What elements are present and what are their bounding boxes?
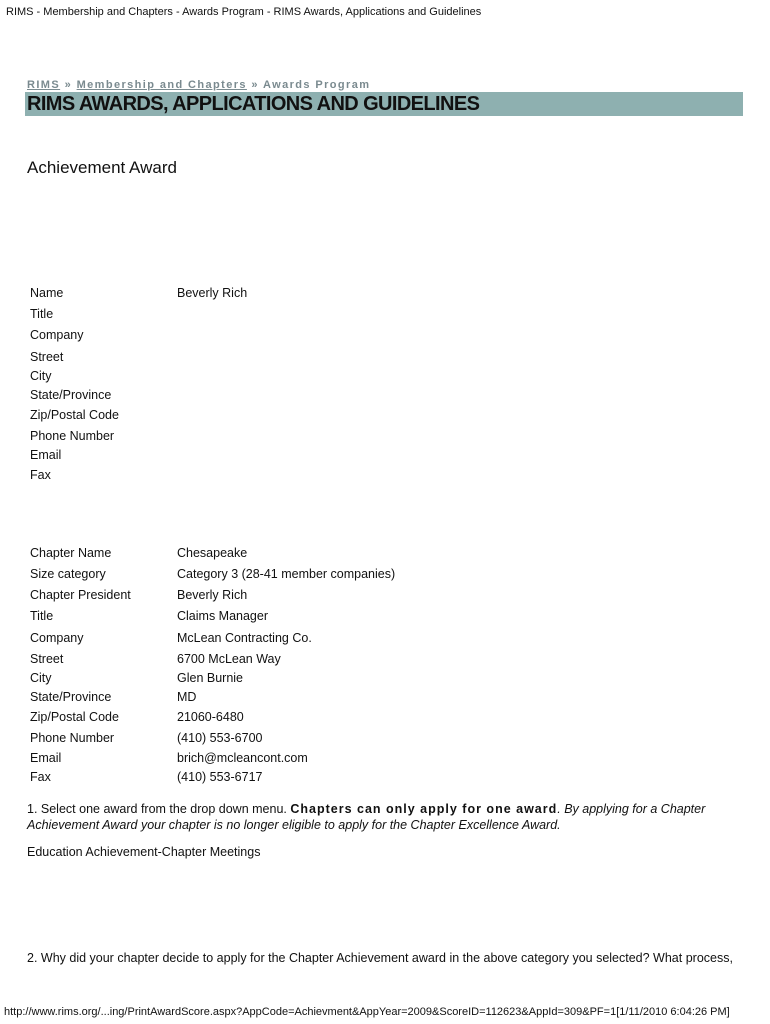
question-2: 2. Why did your chapter decide to apply for the Chapter Achievement award in the above category you selected? What process, [27, 951, 733, 965]
field-label: Email [30, 751, 62, 765]
field-label: Fax [30, 770, 51, 784]
breadcrumb-current: Awards Program [262, 79, 371, 91]
field-label: Name [30, 286, 64, 300]
field-label: Size category [30, 567, 106, 581]
field-label: City [30, 671, 52, 685]
field-label: City [30, 369, 52, 383]
page-title: RIMS AWARDS, APPLICATIONS AND GUIDELINES [27, 93, 480, 115]
field-label: Title [30, 609, 54, 623]
field-label: Phone Number [30, 429, 115, 443]
breadcrumb [27, 79, 370, 91]
field-label: Company [30, 328, 84, 342]
breadcrumb-separator: » [251, 79, 259, 91]
field-label: Zip/Postal Code [30, 408, 119, 422]
breadcrumb-separator: » [64, 79, 73, 91]
question-1-emphasis: Chapters can only apply for one award [290, 802, 558, 816]
question-1 [27, 801, 743, 833]
breadcrumb-link-membership[interactable]: Membership and Chapters [76, 79, 247, 91]
field-label: Phone Number [30, 731, 115, 745]
field-value: (410) 553-6700 [177, 731, 263, 745]
field-label: State/Province [30, 690, 112, 704]
question-1-note: . By applying for a Chapter Achievement Award your chapter is no longer eligible to apply for the Chapter Excellence Award. [27, 802, 706, 832]
field-value: 6700 McLean Way [177, 652, 281, 666]
field-label: Street [30, 350, 64, 364]
field-value: McLean Contracting Co. [177, 631, 312, 645]
field-value: Beverly Rich [177, 588, 248, 602]
field-label: Street [30, 652, 64, 666]
field-label: Chapter President [30, 588, 131, 602]
question-1-text: 1. Select one award from the drop down menu. [27, 802, 291, 816]
print-footer-url: http://www.rims.org/...ing/PrintAwardScore.aspx?AppCode=Achievment&AppYear=2009&ScoreID=112623&AppId=309&PF=1[1/11/2010 6:04:26 PM] [4, 1006, 730, 1018]
field-value: 21060-6480 [177, 710, 244, 724]
field-value: Category 3 (28-41 member companies) [177, 567, 396, 581]
field-label: State/Province [30, 388, 112, 402]
field-label: Email [30, 448, 62, 462]
field-label: Title [30, 307, 54, 321]
field-value: Claims Manager [177, 609, 269, 623]
breadcrumb-link-rims[interactable]: RIMS [27, 79, 61, 91]
print-header: RIMS - Membership and Chapters - Awards Program - RIMS Awards, Applications and Guidelines [6, 6, 482, 18]
field-label: Company [30, 631, 84, 645]
field-value: Glen Burnie [177, 671, 244, 685]
field-value: brich@mcleancont.com [177, 751, 308, 765]
field-label: Chapter Name [30, 546, 112, 560]
award-heading: Achievement Award [27, 158, 177, 177]
field-value: (410) 553-6717 [177, 770, 263, 784]
field-value: Beverly Rich [177, 286, 248, 300]
field-label: Fax [30, 468, 51, 482]
field-value: MD [177, 690, 197, 704]
page-title-bar [25, 92, 743, 116]
field-value: Chesapeake [177, 546, 248, 560]
field-label: Zip/Postal Code [30, 710, 119, 724]
answer-1: Education Achievement-Chapter Meetings [27, 845, 261, 859]
